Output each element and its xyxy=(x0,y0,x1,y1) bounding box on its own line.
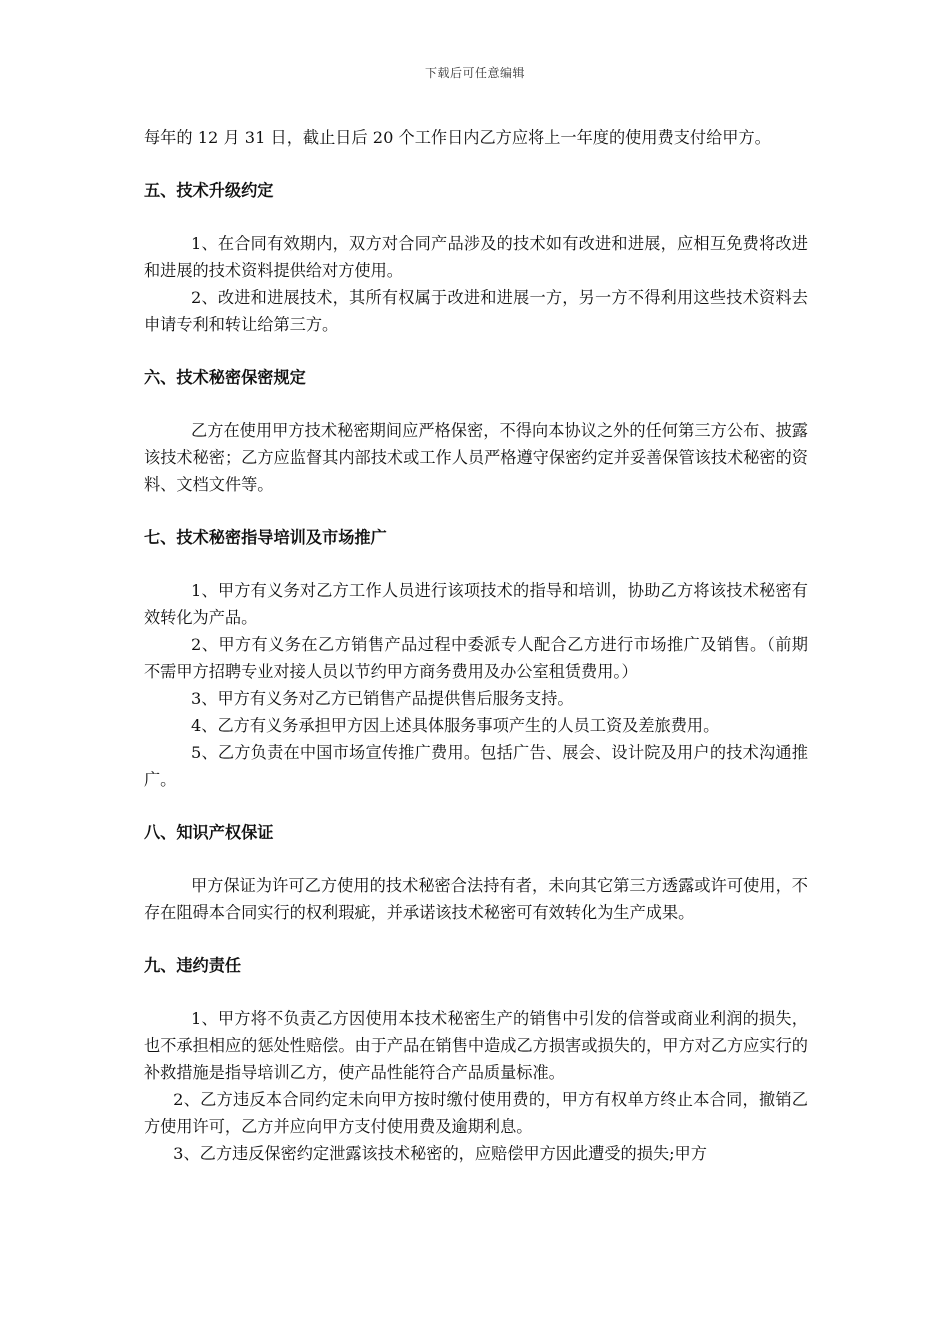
spacer xyxy=(144,926,808,952)
spacer xyxy=(144,338,808,364)
section-5-paragraph-2: 2、改进和进展技术，其所有权属于改进和进展一方，另一方不得利用这些技术资料去申请专利和转让给第三方。 xyxy=(144,288,808,334)
section-8-title: 八、知识产权保证 xyxy=(144,823,274,842)
spacer xyxy=(144,846,808,872)
spacer xyxy=(144,793,808,819)
header-note: 下载后可任意编辑 xyxy=(424,66,525,80)
spacer xyxy=(144,391,808,417)
section-6-title: 六、技术秘密保密规定 xyxy=(144,368,306,387)
spacer xyxy=(144,498,808,524)
section-7-title: 七、技术秘密指导培训及市场推广 xyxy=(144,528,387,547)
section-9-paragraph-2: 2、乙方违反本合同约定未向甲方按时缴付使用费的，甲方有权单方终止本合同，撤销乙方使用许可，乙方并应向甲方支付使用费及逾期利息。 xyxy=(144,1090,808,1136)
section-9-title: 九、违约责任 xyxy=(144,956,242,975)
section-9-paragraph-1: 1、甲方将不负责乙方因使用本技术秘密生产的销售中引发的信誉或商业利润的损失，也不承担相应的惩处性赔偿。由于产品在销售中造成乙方损害或损失的，甲方对乙方应实行的补救措施是指导培训乙方，使产品性能符合产品质量标准。 xyxy=(144,1009,808,1082)
section-7-paragraph-3: 3、甲方有义务对乙方已销售产品提供售后服务支持。 xyxy=(190,689,574,708)
section-8-paragraph-1: 甲方保证为许可乙方使用的技术秘密合法持有者，未向其它第三方透露或许可使用，不存在阻碍本合同实行的权利瑕疵，并承诺该技术秘密可有效转化为生产成果。 xyxy=(144,876,808,922)
intro-paragraph: 每年的 12 月 31 日，截止日后 20 个工作日内乙方应将上一年度的使用费支付给甲方。 xyxy=(144,128,771,147)
spacer xyxy=(144,151,808,177)
spacer xyxy=(144,979,808,1005)
spacer xyxy=(144,551,808,577)
section-7-paragraph-1: 1、甲方有义务对乙方工作人员进行该项技术的指导和培训，协助乙方将该技术秘密有效转化为产品。 xyxy=(144,581,808,627)
spacer xyxy=(144,204,808,230)
section-7-paragraph-4: 4、乙方有义务承担甲方因上述具体服务事项产生的人员工资及差旅费用。 xyxy=(190,716,720,735)
section-5-title: 五、技术升级约定 xyxy=(144,181,274,200)
section-7-paragraph-2: 2、甲方有义务在乙方销售产品过程中委派专人配合乙方进行市场推广及销售。（前期不需甲方招聘专业对接人员以节约甲方商务费用及办公室租赁费用。） xyxy=(144,635,808,681)
section-6-paragraph-1: 乙方在使用甲方技术秘密期间应严格保密，不得向本协议之外的任何第三方公布、披露该技术秘密；乙方应监督其内部技术或工作人员严格遵守保密约定并妥善保管该技术秘密的资料、文档文件等。 xyxy=(144,421,808,494)
section-7-paragraph-5: 5、乙方负责在中国市场宣传推广费用。包括广告、展会、设计院及用户的技术沟通推广。 xyxy=(144,743,808,789)
section-9-paragraph-3: 3、乙方违反保密约定泄露该技术秘密的，应赔偿甲方因此遭受的损失;甲方 xyxy=(173,1144,707,1163)
document-body xyxy=(144,124,808,1167)
section-5-paragraph-1: 1、在合同有效期内，双方对合同产品涉及的技术如有改进和进展，应相互免费将改进和进展的技术资料提供给对方使用。 xyxy=(144,234,808,280)
